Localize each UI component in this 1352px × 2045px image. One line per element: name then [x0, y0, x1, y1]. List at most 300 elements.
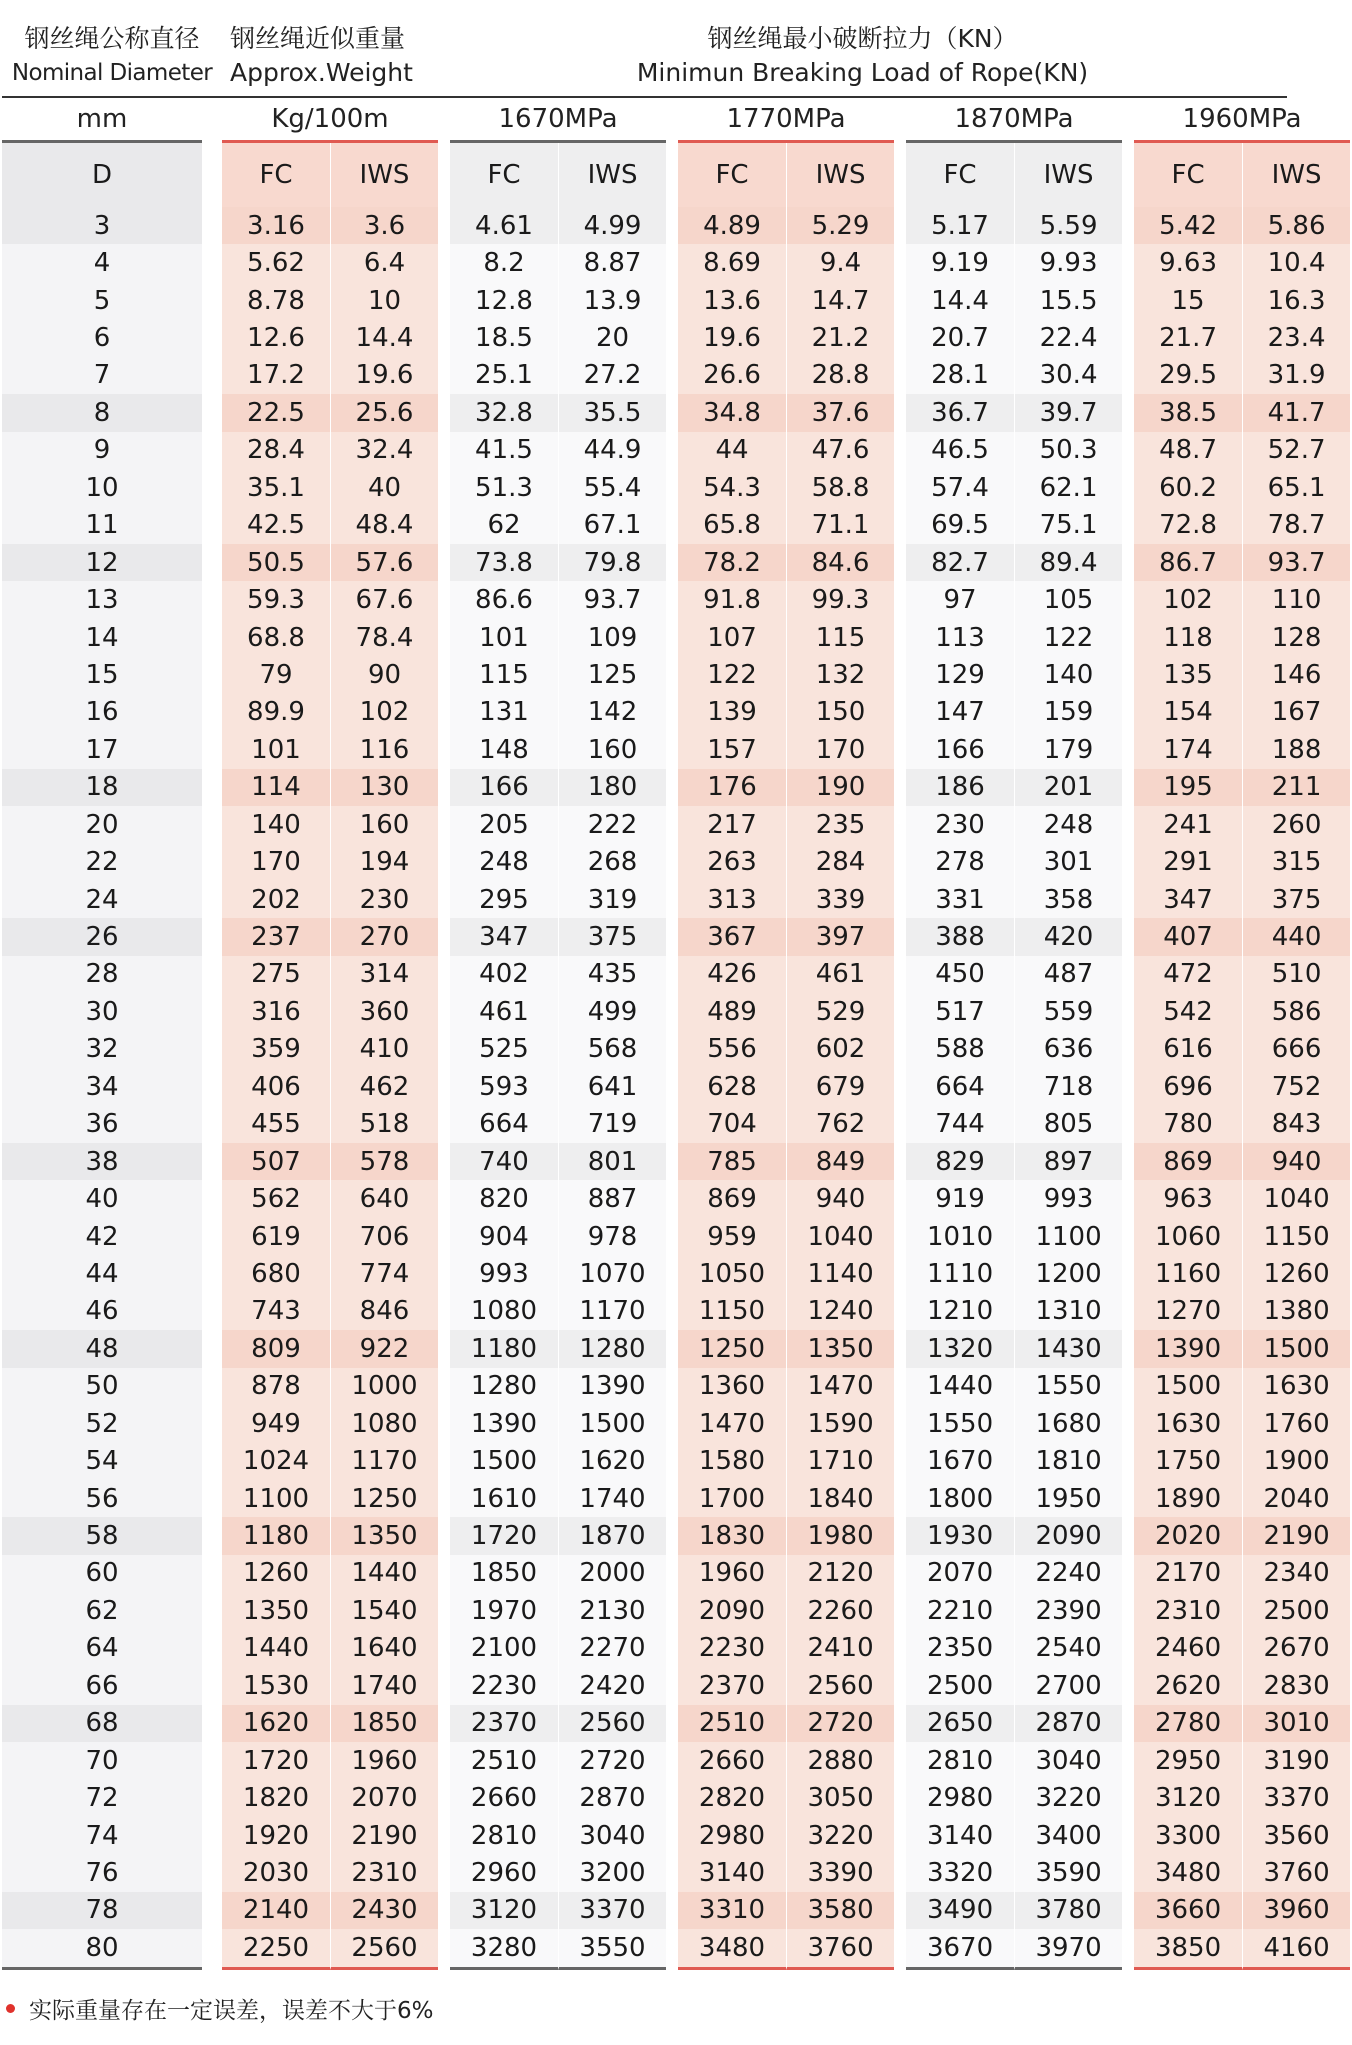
cell-diameter: 22	[2, 843, 202, 880]
cell-1870-iws: 105	[1014, 581, 1122, 618]
cell-weight-iws: 25.6	[330, 394, 438, 431]
cell-1870-iws: 718	[1014, 1068, 1122, 1105]
cell-1670-iws: 8.87	[558, 244, 666, 281]
table-row	[0, 282, 1352, 319]
cell-1960-iws: 1900	[1242, 1442, 1350, 1479]
cell-1670-fc: 993	[450, 1255, 558, 1292]
cell-diameter: 58	[2, 1517, 202, 1554]
cell-1960-fc: 2460	[1134, 1630, 1242, 1667]
cell-1670-iws: 319	[558, 881, 666, 918]
cell-diameter: 6	[2, 319, 202, 356]
cell-1770-iws: 150	[786, 694, 894, 731]
cell-1870-iws: 1680	[1014, 1405, 1122, 1442]
cell-weight-iws: 1080	[330, 1405, 438, 1442]
cell-1770-fc: 8.69	[678, 244, 786, 281]
cell-1770-fc: 1470	[678, 1405, 786, 1442]
cell-1870-fc: 186	[906, 769, 1014, 806]
cell-1770-fc: 2090	[678, 1592, 786, 1629]
cell-1870-fc: 129	[906, 656, 1014, 693]
cell-1870-iws: 5.59	[1014, 207, 1122, 244]
cell-1770-iws: 2410	[786, 1630, 894, 1667]
table-row	[0, 956, 1352, 993]
cell-weight-fc: 79	[222, 656, 330, 693]
cell-1960-iws: 10.4	[1242, 244, 1350, 281]
cell-1670-iws: 27.2	[558, 357, 666, 394]
bullet-icon	[6, 2004, 15, 2013]
cell-1770-fc: 176	[678, 769, 786, 806]
breaking-load-heading-zh: 钢丝绳最小破断拉力（KN）	[707, 24, 1018, 53]
cell-1670-fc: 1970	[450, 1592, 558, 1629]
cell-weight-iws: 2430	[330, 1892, 438, 1929]
cell-diameter: 3	[2, 207, 202, 244]
cell-1770-iws: 3220	[786, 1817, 894, 1854]
cell-1670-fc: 32.8	[450, 394, 558, 431]
cell-1670-fc: 2810	[450, 1817, 558, 1854]
cell-1670-iws: 20	[558, 319, 666, 356]
cell-1870-fc: 46.5	[906, 432, 1014, 469]
cell-1770-fc: 78.2	[678, 544, 786, 581]
cell-1770-iws: 529	[786, 993, 894, 1030]
cell-1870-iws: 2240	[1014, 1555, 1122, 1592]
cell-1870-iws: 30.4	[1014, 357, 1122, 394]
cell-weight-fc: 59.3	[222, 581, 330, 618]
cell-1870-fc: 388	[906, 918, 1014, 955]
cell-weight-fc: 878	[222, 1368, 330, 1405]
cell-1770-fc: 313	[678, 881, 786, 918]
cell-1960-fc: 1060	[1134, 1218, 1242, 1255]
cell-1870-fc: 166	[906, 731, 1014, 768]
cell-1870-fc: 2500	[906, 1667, 1014, 1704]
cell-diameter: 32	[2, 1031, 202, 1068]
cell-1960-fc: 48.7	[1134, 432, 1242, 469]
table-row	[0, 619, 1352, 656]
cell-1960-fc: 72.8	[1134, 507, 1242, 544]
cell-diameter: 78	[2, 1892, 202, 1929]
cell-1870-fc: 1930	[906, 1517, 1014, 1554]
cell-1670-iws: 1620	[558, 1442, 666, 1479]
cell-1670-iws: 35.5	[558, 394, 666, 431]
cell-weight-iws: 360	[330, 993, 438, 1030]
cell-1770-iws: 3760	[786, 1929, 894, 1969]
cell-diameter: 5	[2, 282, 202, 319]
cell-1670-fc: 51.3	[450, 469, 558, 506]
cell-1770-iws: 1590	[786, 1405, 894, 1442]
cell-diameter: 14	[2, 619, 202, 656]
cell-weight-iws: 846	[330, 1293, 438, 1330]
cell-1770-iws: 461	[786, 956, 894, 993]
cell-1870-iws: 2870	[1014, 1705, 1122, 1742]
cell-1960-fc: 38.5	[1134, 394, 1242, 431]
table-row	[0, 1892, 1352, 1929]
cell-weight-fc: 619	[222, 1218, 330, 1255]
cell-1770-iws: 235	[786, 806, 894, 843]
cell-1670-fc: 3120	[450, 1892, 558, 1929]
cell-1960-fc: 291	[1134, 843, 1242, 880]
cell-1670-fc: 3280	[450, 1929, 558, 1969]
cell-diameter: 36	[2, 1106, 202, 1143]
cell-weight-iws: 116	[330, 731, 438, 768]
cell-1770-fc: 107	[678, 619, 786, 656]
cell-weight-fc: 50.5	[222, 544, 330, 581]
cell-1870-fc: 3320	[906, 1854, 1014, 1891]
rope-spec-table	[0, 98, 1352, 1970]
cell-1870-iws: 636	[1014, 1031, 1122, 1068]
cell-1670-iws: 1500	[558, 1405, 666, 1442]
cell-weight-iws: 19.6	[330, 357, 438, 394]
cell-1870-iws: 1310	[1014, 1293, 1122, 1330]
cell-1670-iws: 3550	[558, 1929, 666, 1969]
cell-weight-iws: 1740	[330, 1667, 438, 1704]
cell-1960-iws: 510	[1242, 956, 1350, 993]
cell-weight-fc: 455	[222, 1106, 330, 1143]
cell-1770-fc: 263	[678, 843, 786, 880]
cell-1960-iws: 666	[1242, 1031, 1350, 1068]
cell-1870-fc: 20.7	[906, 319, 1014, 356]
cell-1670-iws: 1070	[558, 1255, 666, 1292]
cell-1770-fc: 2980	[678, 1817, 786, 1854]
cell-diameter: 12	[2, 544, 202, 581]
cell-1960-fc: 3120	[1134, 1779, 1242, 1816]
cell-weight-fc: 17.2	[222, 357, 330, 394]
cell-1870-iws: 487	[1014, 956, 1122, 993]
diameter-heading-en: Nominal Diameter	[11, 60, 213, 86]
cell-1870-fc: 278	[906, 843, 1014, 880]
table-row	[0, 806, 1352, 843]
cell-1770-iws: 47.6	[786, 432, 894, 469]
cell-1770-fc: 1250	[678, 1330, 786, 1367]
cell-1770-fc: 785	[678, 1143, 786, 1180]
cell-weight-fc: 1180	[222, 1517, 330, 1554]
cell-diameter: 70	[2, 1742, 202, 1779]
cell-1960-fc: 1500	[1134, 1368, 1242, 1405]
cell-weight-iws: 1000	[330, 1368, 438, 1405]
cell-weight-fc: 237	[222, 918, 330, 955]
cell-1670-iws: 887	[558, 1180, 666, 1217]
cell-weight-fc: 1920	[222, 1817, 330, 1854]
cell-1770-iws: 762	[786, 1106, 894, 1143]
cell-1960-fc: 407	[1134, 918, 1242, 955]
cell-1960-iws: 1760	[1242, 1405, 1350, 1442]
cell-1770-iws: 397	[786, 918, 894, 955]
cell-1770-fc: 869	[678, 1180, 786, 1217]
cell-diameter: 16	[2, 694, 202, 731]
cell-1670-fc: 1500	[450, 1442, 558, 1479]
cell-1670-fc: 664	[450, 1106, 558, 1143]
cell-weight-iws: 2560	[330, 1929, 438, 1969]
cell-1770-iws: 602	[786, 1031, 894, 1068]
cell-1670-iws: 2870	[558, 1779, 666, 1816]
cell-1670-fc: 347	[450, 918, 558, 955]
cell-1770-iws: 1980	[786, 1517, 894, 1554]
cell-diameter: 9	[2, 432, 202, 469]
cell-weight-iws: 6.4	[330, 244, 438, 281]
cell-1960-fc: 118	[1134, 619, 1242, 656]
cell-1870-iws: 39.7	[1014, 394, 1122, 431]
cell-1870-fc: 3490	[906, 1892, 1014, 1929]
cell-weight-fc: 35.1	[222, 469, 330, 506]
cell-1670-fc: 18.5	[450, 319, 558, 356]
cell-diameter: 8	[2, 394, 202, 431]
cell-1870-iws: 248	[1014, 806, 1122, 843]
cell-weight-fc: 42.5	[222, 507, 330, 544]
cell-1670-iws: 2270	[558, 1630, 666, 1667]
cell-1870-fc: 744	[906, 1106, 1014, 1143]
cell-weight-fc: 680	[222, 1255, 330, 1292]
cell-1770-iws: 115	[786, 619, 894, 656]
cell-diameter: 40	[2, 1180, 202, 1217]
cell-1870-iws: 805	[1014, 1106, 1122, 1143]
cell-1670-iws: 222	[558, 806, 666, 843]
cell-weight-iws: 2310	[330, 1854, 438, 1891]
cell-1960-iws: 65.1	[1242, 469, 1350, 506]
cell-1870-fc: 1010	[906, 1218, 1014, 1255]
cell-1870-fc: 69.5	[906, 507, 1014, 544]
cell-1670-fc: 2230	[450, 1667, 558, 1704]
cell-1770-iws: 1710	[786, 1442, 894, 1479]
subheader-1670-fc: FC	[450, 143, 558, 207]
cell-1870-fc: 919	[906, 1180, 1014, 1217]
cell-weight-fc: 2140	[222, 1892, 330, 1929]
table-row	[0, 918, 1352, 955]
cell-1960-fc: 154	[1134, 694, 1242, 731]
cell-1960-fc: 102	[1134, 581, 1242, 618]
table-row	[0, 1705, 1352, 1742]
cell-1870-fc: 664	[906, 1068, 1014, 1105]
cell-1870-fc: 28.1	[906, 357, 1014, 394]
cell-diameter: 52	[2, 1405, 202, 1442]
cell-1770-iws: 58.8	[786, 469, 894, 506]
table-row	[0, 656, 1352, 693]
cell-1670-iws: 109	[558, 619, 666, 656]
cell-1870-iws: 3400	[1014, 1817, 1122, 1854]
cell-1870-fc: 3140	[906, 1817, 1014, 1854]
cell-1670-iws: 435	[558, 956, 666, 993]
cell-1670-iws: 1870	[558, 1517, 666, 1554]
cell-1870-iws: 3040	[1014, 1742, 1122, 1779]
cell-diameter: 28	[2, 956, 202, 993]
cell-1960-iws: 2670	[1242, 1630, 1350, 1667]
cell-1870-fc: 1320	[906, 1330, 1014, 1367]
note-text: 实际重量存在一定误差，误差不大于6%	[29, 1997, 434, 2024]
table-row	[0, 1442, 1352, 1479]
table-row	[0, 1068, 1352, 1105]
cell-weight-iws: 640	[330, 1180, 438, 1217]
cell-weight-iws: 78.4	[330, 619, 438, 656]
cell-1960-iws: 315	[1242, 843, 1350, 880]
cell-1870-iws: 9.93	[1014, 244, 1122, 281]
cell-1770-fc: 217	[678, 806, 786, 843]
breaking-load-heading-en: Minimun Breaking Load of Rope(KN)	[636, 58, 1089, 87]
cell-diameter: 62	[2, 1592, 202, 1629]
cell-weight-fc: 507	[222, 1143, 330, 1180]
table-row	[0, 1368, 1352, 1405]
cell-1670-fc: 2100	[450, 1630, 558, 1667]
cell-1960-iws: 3190	[1242, 1742, 1350, 1779]
cell-1770-fc: 628	[678, 1068, 786, 1105]
cell-weight-fc: 1260	[222, 1555, 330, 1592]
cell-1870-fc: 57.4	[906, 469, 1014, 506]
cell-diameter: 10	[2, 469, 202, 506]
cell-1670-iws: 44.9	[558, 432, 666, 469]
cell-weight-fc: 1440	[222, 1630, 330, 1667]
cell-1870-iws: 122	[1014, 619, 1122, 656]
cell-1960-fc: 174	[1134, 731, 1242, 768]
cell-diameter: 13	[2, 581, 202, 618]
cell-diameter: 60	[2, 1555, 202, 1592]
cell-weight-fc: 8.78	[222, 282, 330, 319]
cell-1670-iws: 93.7	[558, 581, 666, 618]
cell-diameter: 72	[2, 1779, 202, 1816]
cell-1770-iws: 170	[786, 731, 894, 768]
subheader-1770-fc: FC	[678, 143, 786, 207]
table-row	[0, 1106, 1352, 1143]
subheader-1670-iws: IWS	[558, 143, 666, 207]
cell-1960-fc: 195	[1134, 769, 1242, 806]
table-row	[0, 1667, 1352, 1704]
cell-1670-iws: 160	[558, 731, 666, 768]
cell-1770-fc: 426	[678, 956, 786, 993]
unit-grade-1670: 1670MPa	[450, 98, 666, 143]
cell-1670-iws: 1740	[558, 1480, 666, 1517]
cell-1770-iws: 1240	[786, 1293, 894, 1330]
table-row	[0, 881, 1352, 918]
cell-1770-iws: 2120	[786, 1555, 894, 1592]
cell-weight-iws: 160	[330, 806, 438, 843]
cell-diameter: 64	[2, 1630, 202, 1667]
table-row	[0, 581, 1352, 618]
cell-1670-fc: 148	[450, 731, 558, 768]
cell-1770-fc: 1960	[678, 1555, 786, 1592]
table-row	[0, 1218, 1352, 1255]
cell-diameter: 18	[2, 769, 202, 806]
cell-weight-iws: 1250	[330, 1480, 438, 1517]
cell-diameter: 30	[2, 993, 202, 1030]
cell-1870-fc: 36.7	[906, 394, 1014, 431]
cell-1670-iws: 142	[558, 694, 666, 731]
cell-1870-fc: 2210	[906, 1592, 1014, 1629]
cell-1770-fc: 65.8	[678, 507, 786, 544]
cell-1670-iws: 4.99	[558, 207, 666, 244]
cell-1960-fc: 1160	[1134, 1255, 1242, 1292]
cell-1770-fc: 4.89	[678, 207, 786, 244]
cell-1960-iws: 752	[1242, 1068, 1350, 1105]
cell-weight-fc: 1100	[222, 1480, 330, 1517]
cell-1770-fc: 367	[678, 918, 786, 955]
cell-1770-fc: 34.8	[678, 394, 786, 431]
cell-1670-fc: 461	[450, 993, 558, 1030]
table-row	[0, 731, 1352, 768]
cell-1770-fc: 2370	[678, 1667, 786, 1704]
cell-1670-iws: 375	[558, 918, 666, 955]
cell-weight-iws: 706	[330, 1218, 438, 1255]
cell-1670-iws: 79.8	[558, 544, 666, 581]
cell-weight-fc: 22.5	[222, 394, 330, 431]
cell-1770-fc: 2230	[678, 1630, 786, 1667]
cell-1770-iws: 9.4	[786, 244, 894, 281]
cell-diameter: 68	[2, 1705, 202, 1742]
cell-1770-iws: 849	[786, 1143, 894, 1180]
cell-weight-fc: 5.62	[222, 244, 330, 281]
weight-tolerance-note	[6, 1990, 434, 2026]
cell-1960-iws: 1380	[1242, 1293, 1350, 1330]
cell-1770-iws: 2260	[786, 1592, 894, 1629]
cell-1870-fc: 1440	[906, 1368, 1014, 1405]
cell-1960-iws: 3960	[1242, 1892, 1350, 1929]
cell-diameter: 44	[2, 1255, 202, 1292]
cell-1770-fc: 139	[678, 694, 786, 731]
cell-1670-iws: 3200	[558, 1854, 666, 1891]
cell-1670-iws: 568	[558, 1031, 666, 1068]
subheader-1960-fc: FC	[1134, 143, 1242, 207]
cell-1960-fc: 241	[1134, 806, 1242, 843]
cell-1770-fc: 704	[678, 1106, 786, 1143]
cell-1870-iws: 3220	[1014, 1779, 1122, 1816]
unit-grade-1770: 1770MPa	[678, 98, 894, 143]
cell-1960-iws: 2040	[1242, 1480, 1350, 1517]
cell-1870-fc: 1550	[906, 1405, 1014, 1442]
cell-1770-fc: 13.6	[678, 282, 786, 319]
table-row	[0, 1031, 1352, 1068]
cell-1960-fc: 3850	[1134, 1929, 1242, 1969]
cell-1770-fc: 489	[678, 993, 786, 1030]
cell-1870-iws: 179	[1014, 731, 1122, 768]
cell-weight-iws: 410	[330, 1031, 438, 1068]
cell-1770-fc: 1830	[678, 1517, 786, 1554]
cell-diameter: 4	[2, 244, 202, 281]
cell-weight-iws: 3.6	[330, 207, 438, 244]
cell-1770-iws: 1040	[786, 1218, 894, 1255]
cell-1960-iws: 1040	[1242, 1180, 1350, 1217]
cell-diameter: 24	[2, 881, 202, 918]
cell-1960-iws: 2500	[1242, 1592, 1350, 1629]
cell-1670-iws: 1170	[558, 1293, 666, 1330]
diameter-heading	[4, 22, 220, 90]
cell-1870-iws: 1430	[1014, 1330, 1122, 1367]
cell-1770-fc: 54.3	[678, 469, 786, 506]
cell-1670-iws: 801	[558, 1143, 666, 1180]
cell-weight-fc: 562	[222, 1180, 330, 1217]
cell-1770-fc: 19.6	[678, 319, 786, 356]
cell-1770-iws: 2560	[786, 1667, 894, 1704]
table-row	[0, 1330, 1352, 1367]
table-row	[0, 469, 1352, 506]
cell-weight-fc: 2250	[222, 1929, 330, 1969]
cell-weight-fc: 275	[222, 956, 330, 993]
cell-weight-fc: 101	[222, 731, 330, 768]
cell-1670-iws: 641	[558, 1068, 666, 1105]
cell-1870-iws: 50.3	[1014, 432, 1122, 469]
table-row	[0, 357, 1352, 394]
cell-1770-iws: 14.7	[786, 282, 894, 319]
cell-1770-iws: 284	[786, 843, 894, 880]
cell-weight-iws: 102	[330, 694, 438, 731]
table-row	[0, 993, 1352, 1030]
cell-1670-fc: 101	[450, 619, 558, 656]
cell-weight-fc: 1620	[222, 1705, 330, 1742]
cell-1870-iws: 1810	[1014, 1442, 1122, 1479]
cell-diameter: 26	[2, 918, 202, 955]
cell-weight-iws: 1540	[330, 1592, 438, 1629]
cell-1960-fc: 963	[1134, 1180, 1242, 1217]
cell-1870-fc: 5.17	[906, 207, 1014, 244]
subheader-1770-iws: IWS	[786, 143, 894, 207]
cell-1670-iws: 499	[558, 993, 666, 1030]
cell-1960-fc: 3480	[1134, 1854, 1242, 1891]
cell-weight-iws: 194	[330, 843, 438, 880]
table-row	[0, 507, 1352, 544]
table-row	[0, 1817, 1352, 1854]
cell-1770-fc: 44	[678, 432, 786, 469]
